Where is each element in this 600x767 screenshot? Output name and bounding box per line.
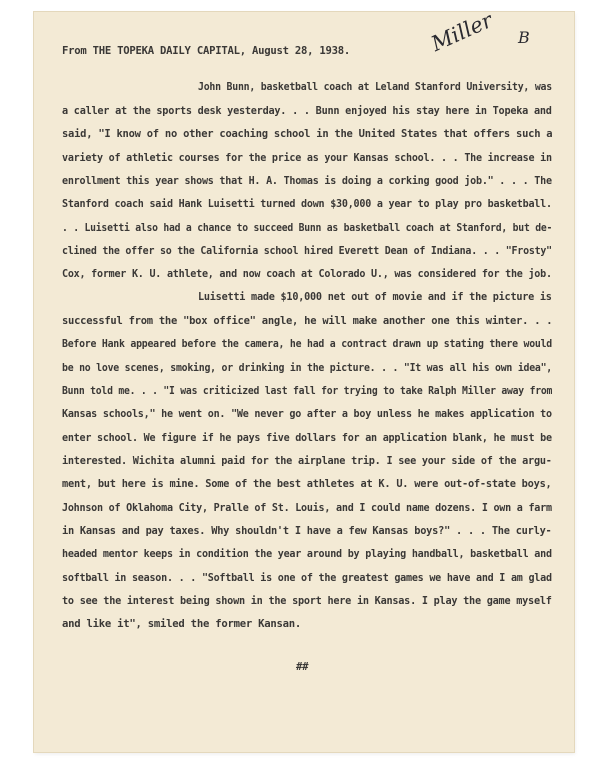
paper-sheet [34,8,574,752]
text-line: to see the interest being shown in the sport here in Kansas. I play the game myself [62,595,552,607]
text-line: be no love scenes, smoking, or drinking in the picture. . . "It was all his own idea", [62,362,553,374]
text-line: . . Luisetti also had a chance to succeed Bunn as basketball coach at Stanford, but de- [62,222,553,234]
text-line: John Bunn, basketball coach at Leland Stanford University, was [198,81,552,93]
handwritten-name: Miller [427,8,497,57]
handwritten-mark: B [518,28,530,47]
text-line: Johnson of Oklahoma City, Pralle of St. Louis, and I could name dozens. I own a farm [62,502,552,514]
text-line: a caller at the sports desk yesterday. . . Bunn enjoyed his stay here in Topeka and [62,105,552,117]
text-line: enter school. We figure if he pays five dollars for an application blank, he must be [62,432,552,444]
text-line: headed mentor keeps in condition the year around by playing handball, basketball and [62,548,552,560]
text-line: ment, but here is mine. Some of the best athletes at K. U. were out-of-state boys, [62,478,552,490]
text-line: Kansas schools," he went on. "We never go after a boy unless he makes application to [62,408,552,420]
text-line: Bunn told me. . . "I was criticized last fall for trying to take Ralph Miller away from [62,385,553,397]
text-line: variety of athletic courses for the price as your Kansas school. . . The increase in [62,152,552,164]
end-mark: ## [296,661,309,673]
text-line: interested. Wichita alumni paid for the airplane trip. I see your side of the argu- [62,455,552,467]
text-line: softball in season. . . "Softball is one of the greatest games we have and I am glad [62,572,552,584]
text-line: Luisetti made $10,000 net out of movie and if the picture is [198,291,552,303]
text-line: clined the offer so the California school hired Everett Dean of Indiana. . . "Frosty" [62,245,552,257]
text-line: said, "I know of no other coaching school in the United States that offers such a [62,128,553,140]
text-line: and like it", smiled the former Kansan. [62,618,301,630]
document-header: From THE TOPEKA DAILY CAPITAL, August 28, 1938. [62,45,351,57]
text-line: Stanford coach said Hank Luisetti turned down $30,000 a year to play pro basketball. [62,198,552,210]
text-line: successful from the "box office" angle, he will make another one this winter. . . [62,315,553,327]
text-line: Before Hank appeared before the camera, he had a contract drawn up stating there would [62,338,553,350]
text-line: Cox, former K. U. athlete, and now coach at Colorado U., was considered for the job. [62,268,552,280]
text-line: enrollment this year shows that H. A. Thomas is doing a corking good job." . . . The [62,175,552,187]
text-line: in Kansas and pay taxes. Why shouldn't I have a few Kansas boys?" . . . The curly- [62,525,552,537]
